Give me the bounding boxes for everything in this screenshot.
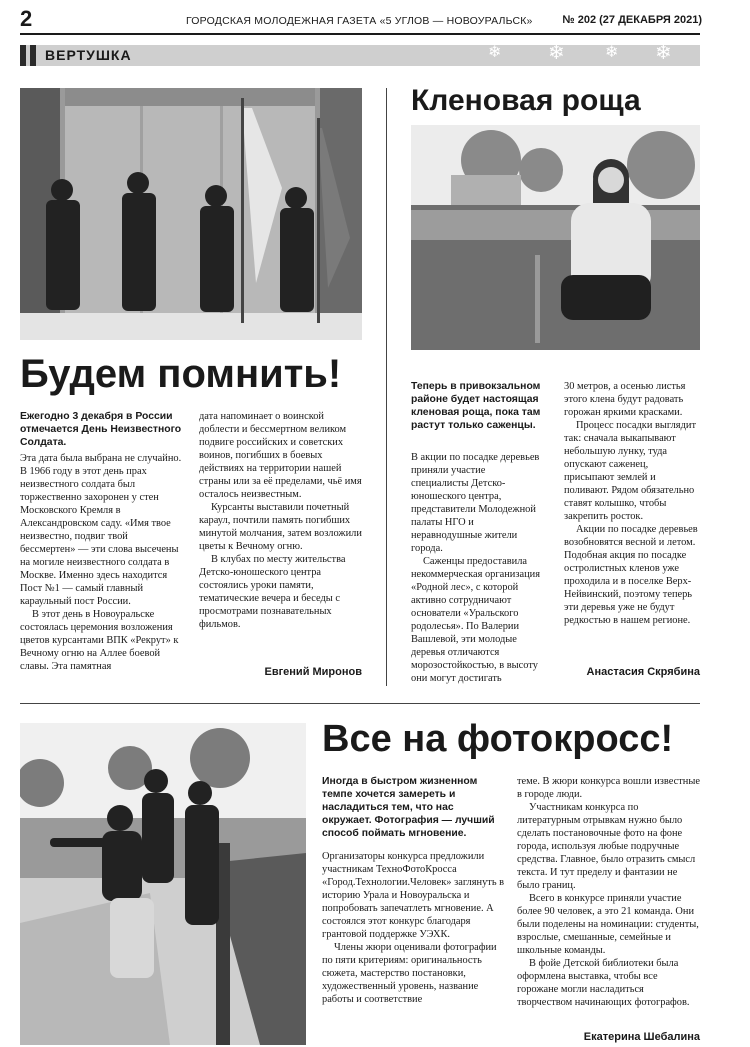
article-column (564, 380, 700, 627)
paragraph: 30 метров, а осенью листья этого клена будут радовать горожан яркими красками. (564, 381, 686, 418)
article-column (322, 850, 506, 1006)
paragraph: Акции по посадке деревьев возобновятся весной и летом. Подобная акция по посадке остролистных кленов уже проходила и в поселке Верх-Нейвинский, поэтому теперь эти деревья уже не будут редкостью в нашем регионе. (564, 524, 698, 626)
article-author: Екатерина Шебалина (583, 1031, 700, 1043)
rubric-marker (20, 45, 26, 66)
paragraph: Курсанты выставили почетный караул, почтили память погибших минутой молчания, затем возложили цветы к Вечному огню. (199, 502, 362, 552)
article-column (20, 452, 182, 673)
article-title: Будем помнить! (20, 352, 342, 396)
paragraph: Участникам конкурса по литературным отрывкам нужно было сделать постановочные фото на фоне города, используя любые подручные средства. Главное, было отразить смысл текста. И тут пределу и фантазии не было границ. (517, 802, 696, 891)
column-divider (386, 88, 387, 686)
snowflake-icon: ❄ (548, 42, 565, 64)
page-number: 2 (20, 6, 33, 31)
paragraph: Всего в конкурсе приняли участие более 90 человек, а это 21 команда. Они были поделены на номинации: студенты, взрослые, смешанные, семейные и школьные команды. (517, 893, 699, 956)
paragraph: В клубах по месту жительства Детско-юношеского центра состоялись уроки памяти, тематические вечера и беседы с просмотрами познавательных фильмов. (199, 554, 346, 630)
paragraph: В акции по посадке деревьев приняли участие специалисты Детско-юношеского центра, представители Молодежной палаты НГО и неравнодушные жители города. (411, 452, 540, 554)
rubric-marker (30, 45, 36, 66)
paragraph: Саженцы предоставила некоммерческая организация «Родной лес», с которой активно сотрудничают основатели «Уральского родолесья». По Валерии Вашлевой, эти молодые деревья отличаются морозостойкостью, в высоту они могут достигать (411, 556, 540, 684)
paragraph: теме. В жюри конкурса вошли известные в городе люди. (517, 776, 700, 800)
snowflake-icon: ❄ (488, 44, 502, 61)
article-lead: Теперь в привокзальном районе будет настоящая кленовая роща, пока там растут только саженцы. (411, 381, 541, 431)
maple-grove-photo (411, 125, 700, 350)
honor-guard-photo (20, 88, 362, 340)
article-title: Кленовая роща (411, 84, 641, 117)
article-title: Все на фотокросс! (322, 718, 674, 760)
paragraph: Эта дата была выбрана не случайно. В 1966 году в этот день прах неизвестного солдата был торжественно захоронен у стен Московского Кремля в Александровском саду. «Имя твое неизвестно, подвиг твой бессмертен» — эти слова высечены на могиле неизвестного солдата в Москве. Именно здесь находится Пост №1 — самый главный караульный пост России. (20, 453, 182, 607)
paragraph: Процесс посадки выглядит так: сначала выкапывают небольшую лунку, туда опускают саженец, присыпают землей и поливают. Рядом обязательно ставят колышко, чтобы закрепить росток. (564, 420, 696, 522)
article-column (517, 775, 700, 1009)
paragraph: Члены жюри оценивали фотографии по пяти критериям: оригинальность сюжета, мастерство постановки, художественный уровень, название работы и соответствие (322, 942, 497, 1005)
article-lead: Ежегодно 3 декабря в России отмечается День Неизвестного Солдата. (20, 411, 182, 448)
snowflake-icon: ❄ (605, 44, 619, 61)
article-lead: Иногда в быстром жизненном темпе хочется замереть и насладиться тем, что нас окружает. Фотография — лучший способ поймать мгновение. (322, 776, 495, 839)
issue-number: № 202 (27 ДЕКАБРЯ 2021) (562, 14, 702, 26)
article-column (199, 410, 362, 631)
header-divider (20, 33, 700, 35)
paragraph: дата напоминает о воинской доблести и бессмертном великом подвиге российских и советских воинов, погибших в боевых действиях на территории нашей страны или за её пределами, чьё имя осталось неизвестным. (199, 411, 362, 500)
paragraph: В этот день в Новоуральске состоялась церемония возложения цветов курсантами ВПК «Рекрут» к Вечному огню на Аллее боевой славы. Эта памятная (20, 609, 179, 672)
paragraph: Организаторы конкурса предложили участникам ТехноФотоКросса «Город.Технологии.Человек» заглянуть в историю Урала и Новоуральска и попробовать запечатлеть мгновение. А состоялся этот конкурс благодаря грантовой поддержке УЭХК. (322, 851, 505, 940)
paragraph: В фойе Детской библиотеки была оформлена выставка, чтобы все горожане могли насладиться творчеством начинающих фотографов. (517, 958, 690, 1008)
photocross-photo (20, 723, 306, 1045)
newspaper-title: ГОРОДСКАЯ МОЛОДЕЖНАЯ ГАЗЕТА «5 УГЛОВ — НОВОУРАЛЬСК» (186, 15, 533, 27)
rubric-label: ВЕРТУШКА (45, 47, 132, 63)
snowflake-icon: ❄ (655, 42, 672, 64)
section-divider (20, 703, 700, 704)
article-author: Евгений Миронов (264, 666, 362, 678)
article-column (411, 451, 543, 685)
article-author: Анастасия Скрябина (586, 666, 700, 678)
